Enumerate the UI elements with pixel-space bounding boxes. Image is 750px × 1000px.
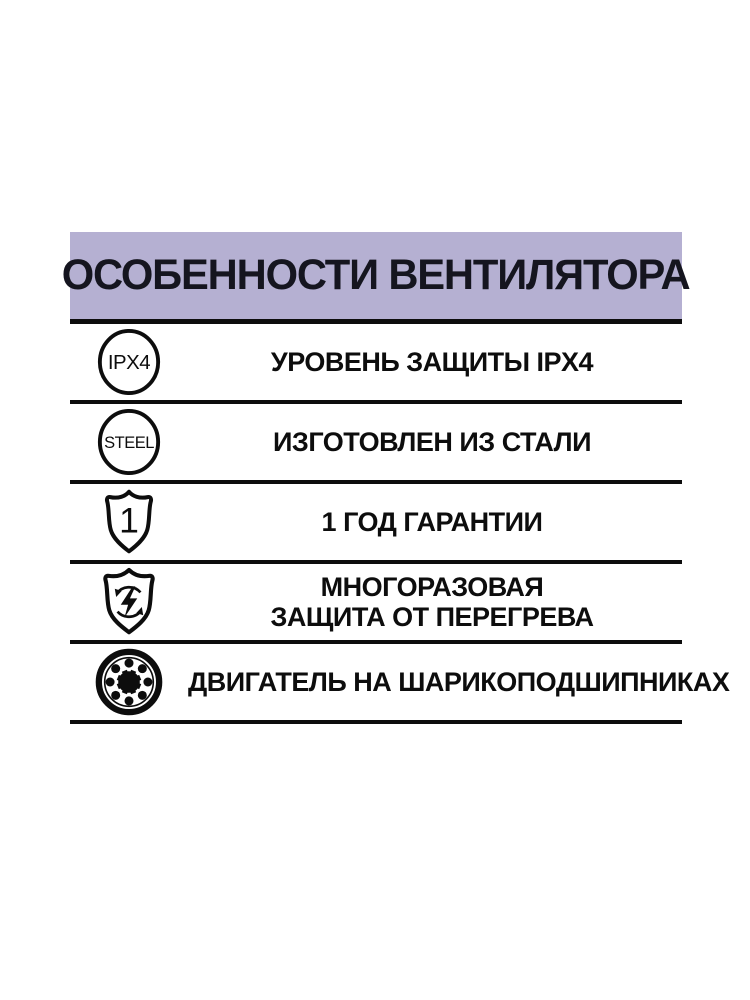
icon-cell — [70, 646, 188, 718]
feature-label: УРОВЕНЬ ЗАЩИТЫ IPX4 — [270, 346, 594, 377]
feature-row-bearing — [70, 644, 730, 724]
warranty-shield-icon — [97, 485, 161, 559]
feature-label: 1 ГОД ГАРАНТИИ — [321, 506, 543, 537]
icon-cell — [70, 485, 188, 559]
fan-features-card — [62, 232, 730, 724]
icon-cell — [70, 327, 188, 397]
feature-label: ИЗГОТОВЛЕН ИЗ СТАЛИ — [273, 426, 591, 457]
icon-cell — [70, 564, 188, 640]
warranty-shield-number: 1 — [119, 500, 139, 541]
feature-row-steel — [70, 404, 682, 484]
feature-label — [188, 572, 682, 632]
ipx4-badge-icon — [95, 327, 163, 397]
feature-label-line-1: МНОГОРАЗОВАЯ — [320, 571, 544, 602]
page-title: ОСОБЕННОСТИ ВЕНТИЛЯТОРА — [62, 251, 690, 299]
ball-bearing-icon — [93, 646, 165, 718]
overheat-protection-shield-icon — [96, 564, 162, 640]
feature-label-line-2: ЗАЩИТА ОТ ПЕРЕГРЕВА — [270, 602, 594, 632]
features-header — [62, 232, 690, 324]
steel-badge-icon — [95, 407, 163, 477]
feature-label: ДВИГАТЕЛЬ НА ШАРИКОПОДШИПНИКАХ — [188, 666, 730, 697]
feature-row-warranty — [70, 484, 682, 564]
ipx4-badge-label: IPX4 — [107, 351, 151, 374]
icon-cell — [70, 407, 188, 477]
feature-row-overheat — [70, 564, 682, 644]
steel-badge-label: STEEL — [104, 433, 154, 452]
feature-row-ipx4 — [70, 324, 682, 404]
